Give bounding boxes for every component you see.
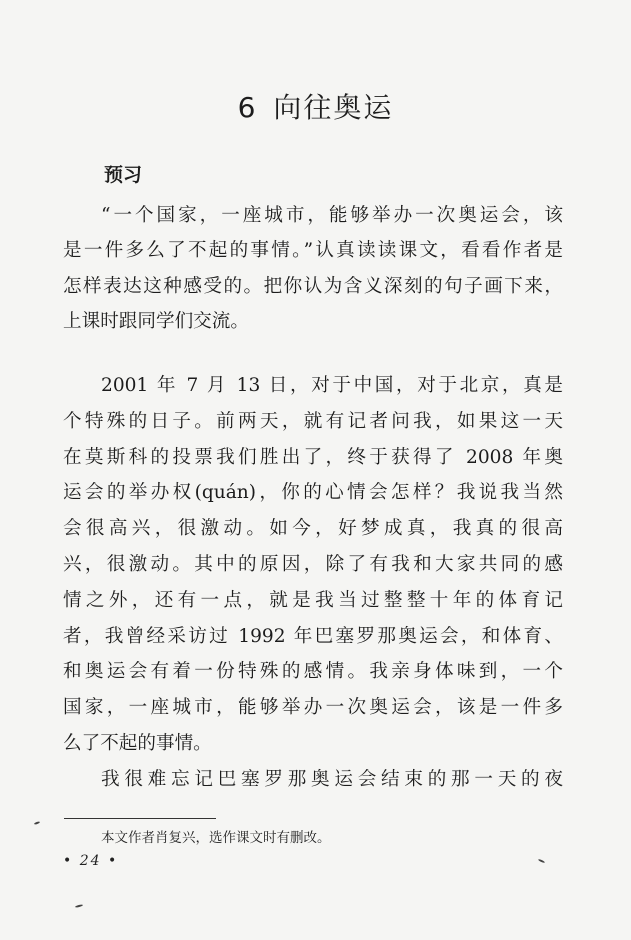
body-line: 者，我曾经采访过 1992 年巴塞罗那奥运会，和体育、 bbox=[63, 625, 563, 647]
preview-line: 上课时跟同学们交流。 bbox=[63, 311, 249, 333]
body-line: 国家，一座城市，能够举办一次奥运会，该是一件多 bbox=[63, 697, 563, 719]
lesson-title bbox=[0, 86, 631, 126]
scan-speck bbox=[34, 821, 40, 825]
body-line: 兴，很激动。其中的原因，除了有我和大家共同的感 bbox=[63, 553, 563, 575]
page-number: • 24 • bbox=[63, 853, 119, 869]
preview-paragraph bbox=[63, 198, 563, 340]
body-line: 情之外，还有一点，就是我当过整整十年的体育记 bbox=[63, 589, 563, 611]
preview-line: “一个国家，一座城市，能够举办一次奥运会，该 bbox=[101, 205, 563, 226]
preview-heading: 预习 bbox=[104, 164, 143, 186]
footnote-divider bbox=[64, 818, 216, 819]
body-line: 在莫斯科的投票我们胜出了，终于获得了 2008 年奥 bbox=[63, 446, 563, 468]
body-line: 运会的举办权(quán)，你的心情会怎样？我说我当然 bbox=[63, 482, 563, 504]
preview-line: 是一件多么了不起的事情。”认真读读课文，看看作者是 bbox=[63, 240, 563, 262]
scan-speck bbox=[75, 904, 83, 908]
scan-speck bbox=[538, 859, 545, 864]
body-line: 会很高兴，很激动。如今，好梦成真，我真的很高 bbox=[63, 518, 563, 540]
footnote: 本文作者肖复兴，选作课文时有删改。 bbox=[101, 830, 331, 846]
body-line: 个特殊的日子。前两天，就有记者问我，如果这一天 bbox=[63, 410, 563, 432]
preview-line: 怎样表达这种感受的。把你认为含义深刻的句子画下来， bbox=[63, 275, 563, 297]
lesson-title-text: 向往奥运 bbox=[273, 91, 394, 124]
body-line: 我很难忘记巴塞罗那奥运会结束的那一天的夜 bbox=[101, 768, 563, 790]
body-line: 2001 年 7 月 13 日，对于中国，对于北京，真是 bbox=[101, 375, 563, 396]
body-line: 和奥运会有着一份特殊的感情。我亲身体味到，一个 bbox=[63, 661, 563, 683]
lesson-number: 6 bbox=[237, 91, 258, 124]
body-text bbox=[63, 368, 563, 798]
body-line: 么了不起的事情。 bbox=[63, 732, 212, 754]
